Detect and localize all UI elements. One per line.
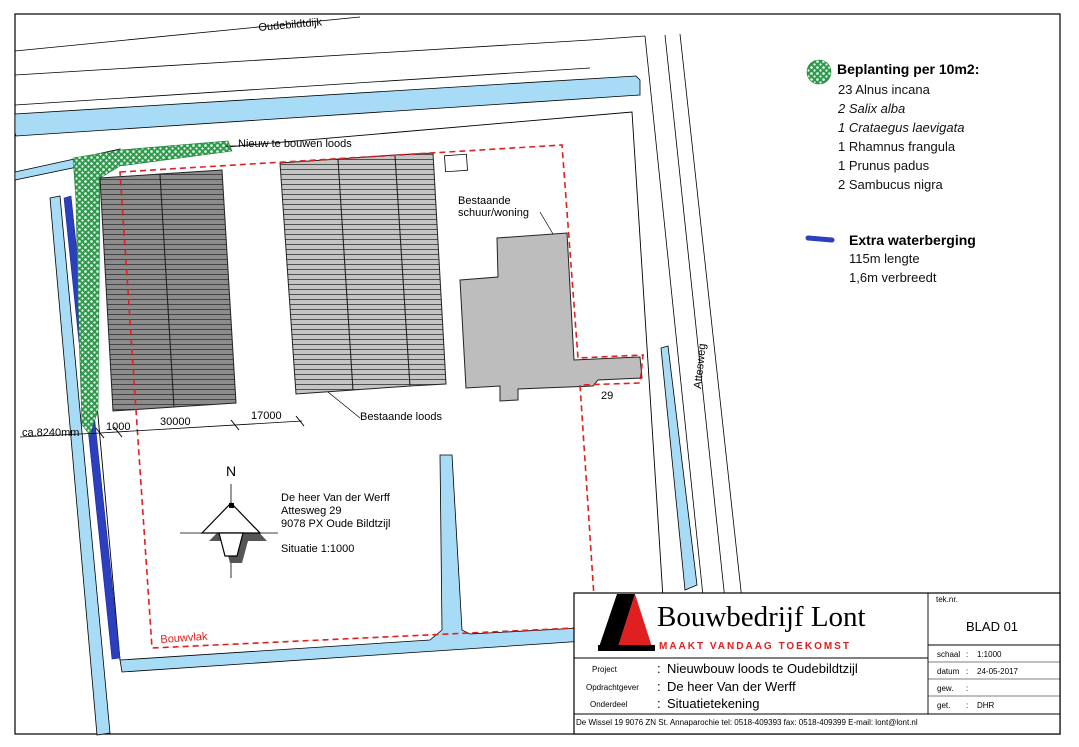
- address-name: De heer Van der Werff: [281, 492, 390, 504]
- address-scale-note: Situatie 1:1000: [281, 543, 355, 555]
- drawn-sep: :: [966, 684, 969, 693]
- company-name: Bouwbedrijf Lont: [657, 601, 866, 633]
- north-arrow-symbol: [180, 484, 278, 578]
- legend-water-swatch: [808, 238, 832, 240]
- date-value: 24-05-2017: [977, 667, 1018, 676]
- label-existing-house-1: Bestaande: [458, 195, 511, 207]
- legend-planting-swatch: [807, 60, 831, 84]
- client-value: De heer Van der Werff: [667, 679, 796, 694]
- legend-planting-title: Beplanting per 10m2:: [837, 61, 980, 77]
- project-sep: :: [657, 661, 661, 676]
- address-street: Attesweg 29: [281, 505, 342, 517]
- date-label: datum: [937, 667, 960, 676]
- road-label-attesweg: Attesweg: [692, 342, 709, 390]
- leader-existing-house: [540, 212, 553, 234]
- label-house-number: 29: [601, 390, 614, 402]
- north-label: N: [226, 463, 237, 479]
- legend-planting-item: 1 Prunus padus: [838, 158, 930, 173]
- company-tagline: MAAKT VANDAAG TOEKOMST: [659, 641, 851, 652]
- legend-planting-item: 1 Rhamnus frangula: [838, 139, 956, 154]
- project-value: Nieuwbouw loods te Oudebildtzijl: [667, 661, 858, 676]
- checked-label: get.: [937, 701, 951, 710]
- legend-planting-item: 23 Alnus incana: [838, 82, 930, 97]
- leader-existing-shed: [328, 392, 360, 418]
- label-existing-shed: Bestaande loods: [360, 411, 442, 423]
- new-shed: [100, 170, 236, 411]
- scale-sep: :: [966, 650, 969, 659]
- client-label: Opdrachtgever: [586, 683, 639, 692]
- part-label: Onderdeel: [590, 700, 628, 709]
- drawn-label: gew.: [937, 684, 954, 693]
- legend-planting-item: 1 Crataegus laevigata: [838, 120, 965, 135]
- legend-water-item: 1,6m verbreedt: [849, 270, 937, 285]
- company-footer: De Wissel 19 9076 ZN St. Annaparochie tel: 0518-409393 fax: 0518-409399 E-mail: lont@lont.nl: [576, 718, 918, 727]
- road-label-oudebildtdijk: Oudebildtdijk: [258, 16, 323, 34]
- legend-water-item: 115m lengte: [849, 251, 920, 266]
- dimension-30000: 30000: [160, 416, 191, 428]
- dimension-17000: 17000: [251, 410, 282, 422]
- scale-value: 1:1000: [977, 650, 1002, 659]
- checked-value: DHR: [977, 701, 995, 710]
- existing-shed: [280, 153, 446, 394]
- legend-planting-item: 2 Sambucus nigra: [838, 177, 943, 192]
- dimension-1000: 1000: [106, 421, 131, 433]
- date-sep: :: [966, 667, 969, 676]
- client-sep: :: [657, 679, 661, 694]
- project-label: Project: [592, 665, 617, 674]
- legend-water-title: Extra waterberging: [849, 232, 976, 248]
- part-value: Situatietekening: [667, 696, 760, 711]
- road-attesweg: [645, 34, 742, 600]
- address-city: 9078 PX Oude Bildtzijl: [281, 518, 391, 530]
- label-existing-house-2: schuur/woning: [458, 207, 529, 219]
- label-new-building: Nieuw te bouwen loods: [238, 138, 352, 150]
- scale-label: schaal: [937, 650, 961, 659]
- label-bouwvlak: Bouwvlak: [160, 630, 208, 646]
- checked-sep: :: [966, 701, 969, 710]
- existing-house: [460, 233, 642, 401]
- tek-label: tek.nr.: [936, 595, 958, 604]
- sheet-number: BLAD 01: [966, 619, 1019, 634]
- legend-planting-item: 2 Salix alba: [838, 101, 906, 116]
- part-sep: :: [657, 696, 661, 711]
- small-hut: [444, 154, 467, 171]
- dimension-offset: ca.8240mm: [22, 427, 80, 439]
